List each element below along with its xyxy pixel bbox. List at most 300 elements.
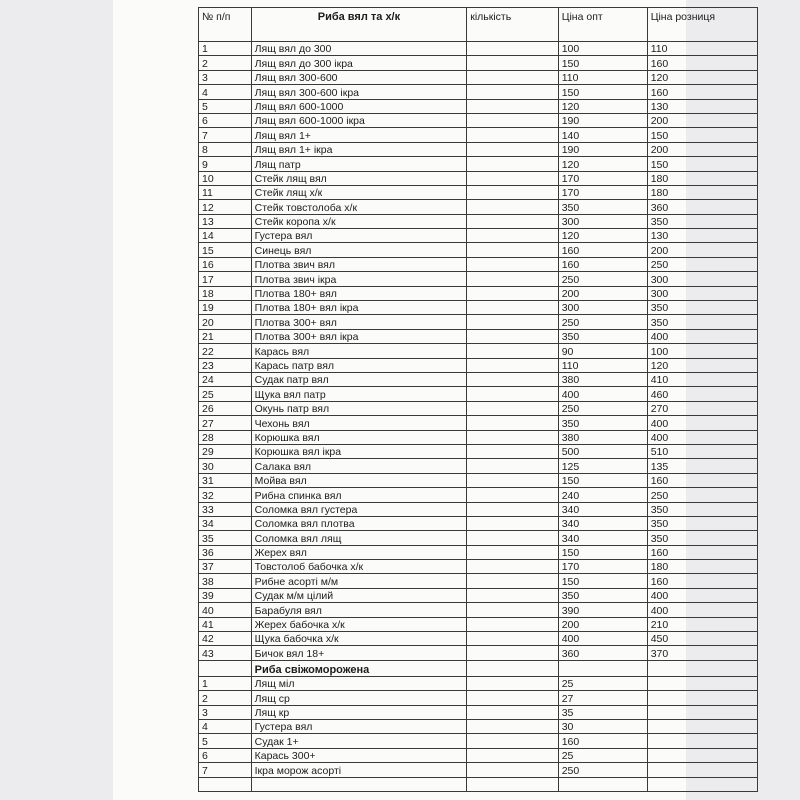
row-number: 3 <box>199 70 252 84</box>
row-price-retail: 160 <box>647 473 757 487</box>
row-quantity <box>467 777 558 791</box>
row-number: 1 <box>199 42 252 56</box>
table-row <box>199 516 758 530</box>
table-row <box>199 646 758 660</box>
row-number: 34 <box>199 516 252 530</box>
row-price-retail: 120 <box>647 70 757 84</box>
row-quantity <box>467 617 558 631</box>
row-price-wholesale: 120 <box>558 229 647 243</box>
row-price-retail: 400 <box>647 588 757 602</box>
table-row <box>199 185 758 199</box>
row-product-name: Соломка вял плотва <box>251 516 467 530</box>
row-quantity <box>467 243 558 257</box>
row-price-wholesale: 35 <box>558 705 647 719</box>
row-number <box>199 777 252 791</box>
row-price-retail: 250 <box>647 257 757 271</box>
row-number: 33 <box>199 502 252 516</box>
row-number: 6 <box>199 113 252 127</box>
row-quantity <box>467 272 558 286</box>
table-row <box>199 777 758 791</box>
table-row <box>199 142 758 156</box>
row-product-name: Лящ вял 300-600 ікра <box>251 85 467 99</box>
row-number: 12 <box>199 200 252 214</box>
row-price-wholesale: 120 <box>558 99 647 113</box>
row-number: 31 <box>199 473 252 487</box>
row-quantity <box>467 99 558 113</box>
row-quantity <box>467 691 558 705</box>
row-quantity <box>467 372 558 386</box>
row-price-wholesale: 25 <box>558 748 647 762</box>
row-price-retail: 350 <box>647 502 757 516</box>
row-price-wholesale: 110 <box>558 358 647 372</box>
row-price-wholesale: 200 <box>558 286 647 300</box>
row-price-retail: 350 <box>647 301 757 315</box>
row-product-name: Корюшка вял ікра <box>251 444 467 458</box>
table-row <box>199 603 758 617</box>
table-row <box>199 401 758 415</box>
row-price-wholesale: 360 <box>558 646 647 660</box>
row-number: 19 <box>199 301 252 315</box>
row-number: 9 <box>199 157 252 171</box>
row-quantity <box>467 748 558 762</box>
row-product-name: Судак м/м цілий <box>251 588 467 602</box>
price-list-sheet <box>113 0 716 800</box>
row-number: 5 <box>199 99 252 113</box>
row-price-wholesale: 190 <box>558 142 647 156</box>
header-price-wholesale: Ціна опт <box>558 8 647 42</box>
table-row <box>199 719 758 733</box>
table-row <box>199 128 758 142</box>
row-product-name: Лящ міл <box>251 676 467 690</box>
row-price-wholesale: 170 <box>558 185 647 199</box>
row-price-wholesale: 350 <box>558 416 647 430</box>
table-row <box>199 286 758 300</box>
row-price-wholesale: 400 <box>558 387 647 401</box>
table-row <box>199 632 758 646</box>
row-product-name: Лящ вял до 300 ікра <box>251 56 467 70</box>
header-price-retail: Ціна розниця <box>647 8 757 42</box>
row-product-name: Лящ вял 600-1000 <box>251 99 467 113</box>
row-price-retail: 120 <box>647 358 757 372</box>
table-header-row <box>199 8 758 42</box>
row-price-retail: 100 <box>647 344 757 358</box>
row-price-wholesale: 250 <box>558 401 647 415</box>
row-number: 2 <box>199 56 252 70</box>
row-number: 6 <box>199 748 252 762</box>
row-number: 13 <box>199 214 252 228</box>
row-price-wholesale: 30 <box>558 719 647 733</box>
row-number: 23 <box>199 358 252 372</box>
row-number: 25 <box>199 387 252 401</box>
row-product-name: Рибна спинка вял <box>251 488 467 502</box>
row-product-name: Лящ вял 1+ <box>251 128 467 142</box>
row-quantity <box>467 301 558 315</box>
row-quantity <box>467 257 558 271</box>
row-product-name: Рибне асорті м/м <box>251 574 467 588</box>
row-price-retail <box>647 777 757 791</box>
row-price-retail: 510 <box>647 444 757 458</box>
row-number: 29 <box>199 444 252 458</box>
table-row <box>199 488 758 502</box>
row-number: 30 <box>199 459 252 473</box>
row-price-wholesale: 125 <box>558 459 647 473</box>
row-quantity <box>467 705 558 719</box>
row-quantity <box>467 286 558 300</box>
row-price-retail <box>647 676 757 690</box>
row-price-retail: 300 <box>647 272 757 286</box>
header-number: № п/п <box>199 8 252 42</box>
header-quantity: кількість <box>467 8 558 42</box>
row-quantity <box>467 229 558 243</box>
row-product-name: Корюшка вял <box>251 430 467 444</box>
row-price-wholesale: 340 <box>558 516 647 530</box>
row-price-wholesale: 250 <box>558 315 647 329</box>
row-product-name: Ікра морож асорті <box>251 763 467 777</box>
table-row <box>199 85 758 99</box>
row-price-wholesale: 150 <box>558 85 647 99</box>
row-product-name: Барабуля вял <box>251 603 467 617</box>
row-price-retail <box>647 734 757 748</box>
row-quantity <box>467 171 558 185</box>
row-quantity <box>467 473 558 487</box>
row-price-retail: 300 <box>647 286 757 300</box>
row-product-name: Плотва 180+ вял <box>251 286 467 300</box>
table-row <box>199 459 758 473</box>
row-price-retail: 200 <box>647 243 757 257</box>
row-product-name: Соломка вял лящ <box>251 531 467 545</box>
row-product-name: Лящ патр <box>251 157 467 171</box>
row-price-retail: 135 <box>647 459 757 473</box>
row-price-wholesale: 150 <box>558 473 647 487</box>
row-quantity <box>467 70 558 84</box>
row-product-name: Синець вял <box>251 243 467 257</box>
row-price-retail: 350 <box>647 516 757 530</box>
table-row <box>199 56 758 70</box>
row-product-name: Бичок вял 18+ <box>251 646 467 660</box>
dried-fish-section <box>199 42 758 661</box>
table-row <box>199 257 758 271</box>
row-number: 18 <box>199 286 252 300</box>
row-quantity <box>467 387 558 401</box>
row-product-name: Чехонь вял <box>251 416 467 430</box>
table-row <box>199 416 758 430</box>
row-product-name: Лящ ср <box>251 691 467 705</box>
row-price-retail: 150 <box>647 128 757 142</box>
row-quantity <box>467 646 558 660</box>
row-number: 41 <box>199 617 252 631</box>
row-number: 1 <box>199 676 252 690</box>
table-row <box>199 301 758 315</box>
row-number: 7 <box>199 128 252 142</box>
row-price-retail <box>647 705 757 719</box>
row-quantity <box>467 502 558 516</box>
row-product-name: Плотва звич ікра <box>251 272 467 286</box>
row-price-wholesale: 150 <box>558 56 647 70</box>
row-price-wholesale: 170 <box>558 171 647 185</box>
table-row <box>199 42 758 56</box>
row-product-name: Лящ вял 1+ ікра <box>251 142 467 156</box>
header-product-name: Риба вял та х/к <box>251 8 467 42</box>
table-row <box>199 157 758 171</box>
row-number: 21 <box>199 329 252 343</box>
table-row <box>199 387 758 401</box>
row-quantity <box>467 85 558 99</box>
row-number: 3 <box>199 705 252 719</box>
row-product-name: Судак 1+ <box>251 734 467 748</box>
table-row <box>199 748 758 762</box>
row-price-wholesale: 190 <box>558 113 647 127</box>
row-quantity <box>467 214 558 228</box>
row-product-name: Окунь патр вял <box>251 401 467 415</box>
row-price-wholesale: 340 <box>558 502 647 516</box>
row-number: 10 <box>199 171 252 185</box>
row-price-wholesale: 350 <box>558 588 647 602</box>
section-title-ret <box>647 660 757 676</box>
row-price-wholesale: 170 <box>558 560 647 574</box>
row-price-wholesale: 120 <box>558 157 647 171</box>
row-quantity <box>467 763 558 777</box>
row-number: 35 <box>199 531 252 545</box>
row-quantity <box>467 142 558 156</box>
row-product-name: Карась вял <box>251 344 467 358</box>
row-quantity <box>467 200 558 214</box>
row-price-wholesale: 160 <box>558 257 647 271</box>
table-row <box>199 588 758 602</box>
table-row <box>199 502 758 516</box>
table-row <box>199 676 758 690</box>
table-row <box>199 329 758 343</box>
row-quantity <box>467 430 558 444</box>
row-product-name: Мойва вял <box>251 473 467 487</box>
row-quantity <box>467 56 558 70</box>
row-product-name: Карась 300+ <box>251 748 467 762</box>
row-price-wholesale: 390 <box>558 603 647 617</box>
row-price-wholesale: 250 <box>558 763 647 777</box>
table-row <box>199 315 758 329</box>
table-row <box>199 200 758 214</box>
row-price-retail <box>647 719 757 733</box>
section-title: Риба свіжоморожена <box>251 660 467 676</box>
table-row <box>199 344 758 358</box>
price-table <box>198 7 758 792</box>
table-row <box>199 430 758 444</box>
row-product-name: Стейк товстолоба х/к <box>251 200 467 214</box>
row-quantity <box>467 42 558 56</box>
row-price-wholesale: 100 <box>558 42 647 56</box>
row-quantity <box>467 358 558 372</box>
row-quantity <box>467 516 558 530</box>
row-price-wholesale: 110 <box>558 70 647 84</box>
row-price-retail: 370 <box>647 646 757 660</box>
section-title-row <box>199 660 758 676</box>
row-product-name <box>251 777 467 791</box>
row-product-name: Лящ вял до 300 <box>251 42 467 56</box>
row-quantity <box>467 401 558 415</box>
row-price-retail: 130 <box>647 229 757 243</box>
table-row <box>199 372 758 386</box>
row-number: 7 <box>199 763 252 777</box>
row-product-name: Плотва звич вял <box>251 257 467 271</box>
row-number: 43 <box>199 646 252 660</box>
row-product-name: Щука бабочка х/к <box>251 632 467 646</box>
row-number: 20 <box>199 315 252 329</box>
row-quantity <box>467 676 558 690</box>
row-number: 14 <box>199 229 252 243</box>
row-price-wholesale: 340 <box>558 531 647 545</box>
row-number: 38 <box>199 574 252 588</box>
row-price-wholesale: 200 <box>558 617 647 631</box>
table-row <box>199 444 758 458</box>
row-quantity <box>467 488 558 502</box>
table-row <box>199 358 758 372</box>
row-product-name: Соломка вял густера <box>251 502 467 516</box>
row-price-retail: 160 <box>647 56 757 70</box>
row-number: 4 <box>199 85 252 99</box>
row-price-retail <box>647 763 757 777</box>
row-number: 27 <box>199 416 252 430</box>
table-row <box>199 473 758 487</box>
row-price-wholesale: 380 <box>558 430 647 444</box>
row-quantity <box>467 157 558 171</box>
row-product-name: Жерех бабочка х/к <box>251 617 467 631</box>
row-price-retail: 160 <box>647 574 757 588</box>
row-number: 16 <box>199 257 252 271</box>
row-product-name: Салака вял <box>251 459 467 473</box>
row-number: 11 <box>199 185 252 199</box>
row-price-retail: 180 <box>647 185 757 199</box>
table-row <box>199 171 758 185</box>
row-product-name: Густера вял <box>251 719 467 733</box>
row-quantity <box>467 734 558 748</box>
row-price-wholesale: 240 <box>558 488 647 502</box>
row-number: 28 <box>199 430 252 444</box>
row-number: 32 <box>199 488 252 502</box>
row-price-retail: 130 <box>647 99 757 113</box>
row-price-retail: 400 <box>647 329 757 343</box>
table-row <box>199 545 758 559</box>
row-price-wholesale: 27 <box>558 691 647 705</box>
section-title-number <box>199 660 252 676</box>
row-number: 22 <box>199 344 252 358</box>
row-product-name: Судак патр вял <box>251 372 467 386</box>
row-price-wholesale: 140 <box>558 128 647 142</box>
row-number: 36 <box>199 545 252 559</box>
row-number: 8 <box>199 142 252 156</box>
row-product-name: Стейк коропа х/к <box>251 214 467 228</box>
row-product-name: Щука вял патр <box>251 387 467 401</box>
row-price-retail: 350 <box>647 315 757 329</box>
row-quantity <box>467 588 558 602</box>
row-price-wholesale: 300 <box>558 214 647 228</box>
table-row <box>199 272 758 286</box>
row-price-retail: 160 <box>647 85 757 99</box>
row-product-name: Стейк лящ х/к <box>251 185 467 199</box>
row-price-retail: 360 <box>647 200 757 214</box>
row-number: 24 <box>199 372 252 386</box>
row-number: 40 <box>199 603 252 617</box>
row-product-name: Жерех вял <box>251 545 467 559</box>
row-price-wholesale <box>558 777 647 791</box>
table-row <box>199 560 758 574</box>
row-number: 39 <box>199 588 252 602</box>
row-quantity <box>467 444 558 458</box>
row-product-name: Плотва 300+ вял <box>251 315 467 329</box>
row-price-retail: 110 <box>647 42 757 56</box>
row-price-retail: 450 <box>647 632 757 646</box>
table-row <box>199 99 758 113</box>
row-price-wholesale: 350 <box>558 329 647 343</box>
row-price-retail: 400 <box>647 416 757 430</box>
row-product-name: Плотва 180+ вял ікра <box>251 301 467 315</box>
section-title-qty <box>467 660 558 676</box>
row-price-retail <box>647 691 757 705</box>
row-product-name: Густера вял <box>251 229 467 243</box>
table-row <box>199 763 758 777</box>
row-price-retail: 350 <box>647 531 757 545</box>
row-quantity <box>467 719 558 733</box>
table-row <box>199 531 758 545</box>
row-price-wholesale: 350 <box>558 200 647 214</box>
row-product-name: Плотва 300+ вял ікра <box>251 329 467 343</box>
table-row <box>199 243 758 257</box>
table-row <box>199 229 758 243</box>
row-price-retail: 200 <box>647 142 757 156</box>
row-number: 4 <box>199 719 252 733</box>
table-row <box>199 734 758 748</box>
row-price-retail: 160 <box>647 545 757 559</box>
row-quantity <box>467 128 558 142</box>
row-quantity <box>467 545 558 559</box>
row-quantity <box>467 329 558 343</box>
row-price-retail: 410 <box>647 372 757 386</box>
row-quantity <box>467 113 558 127</box>
table-row <box>199 113 758 127</box>
row-quantity <box>467 416 558 430</box>
row-number: 42 <box>199 632 252 646</box>
row-price-retail: 400 <box>647 603 757 617</box>
row-price-wholesale: 160 <box>558 734 647 748</box>
row-price-retail <box>647 748 757 762</box>
frozen-fish-section <box>199 676 758 791</box>
row-quantity <box>467 459 558 473</box>
row-price-retail: 200 <box>647 113 757 127</box>
row-price-wholesale: 400 <box>558 632 647 646</box>
row-quantity <box>467 603 558 617</box>
row-price-wholesale: 300 <box>558 301 647 315</box>
row-price-wholesale: 500 <box>558 444 647 458</box>
row-price-retail: 210 <box>647 617 757 631</box>
row-price-wholesale: 150 <box>558 574 647 588</box>
row-number: 37 <box>199 560 252 574</box>
row-quantity <box>467 315 558 329</box>
row-price-wholesale: 160 <box>558 243 647 257</box>
row-quantity <box>467 632 558 646</box>
row-number: 26 <box>199 401 252 415</box>
frozen-section-header <box>199 660 758 676</box>
row-price-retail: 180 <box>647 171 757 185</box>
table-row <box>199 70 758 84</box>
table-row <box>199 214 758 228</box>
row-price-retail: 180 <box>647 560 757 574</box>
table-row <box>199 617 758 631</box>
table-row <box>199 691 758 705</box>
section-title-opt <box>558 660 647 676</box>
row-quantity <box>467 531 558 545</box>
row-price-retail: 400 <box>647 430 757 444</box>
row-price-wholesale: 380 <box>558 372 647 386</box>
row-product-name: Лящ вял 600-1000 ікра <box>251 113 467 127</box>
row-number: 2 <box>199 691 252 705</box>
